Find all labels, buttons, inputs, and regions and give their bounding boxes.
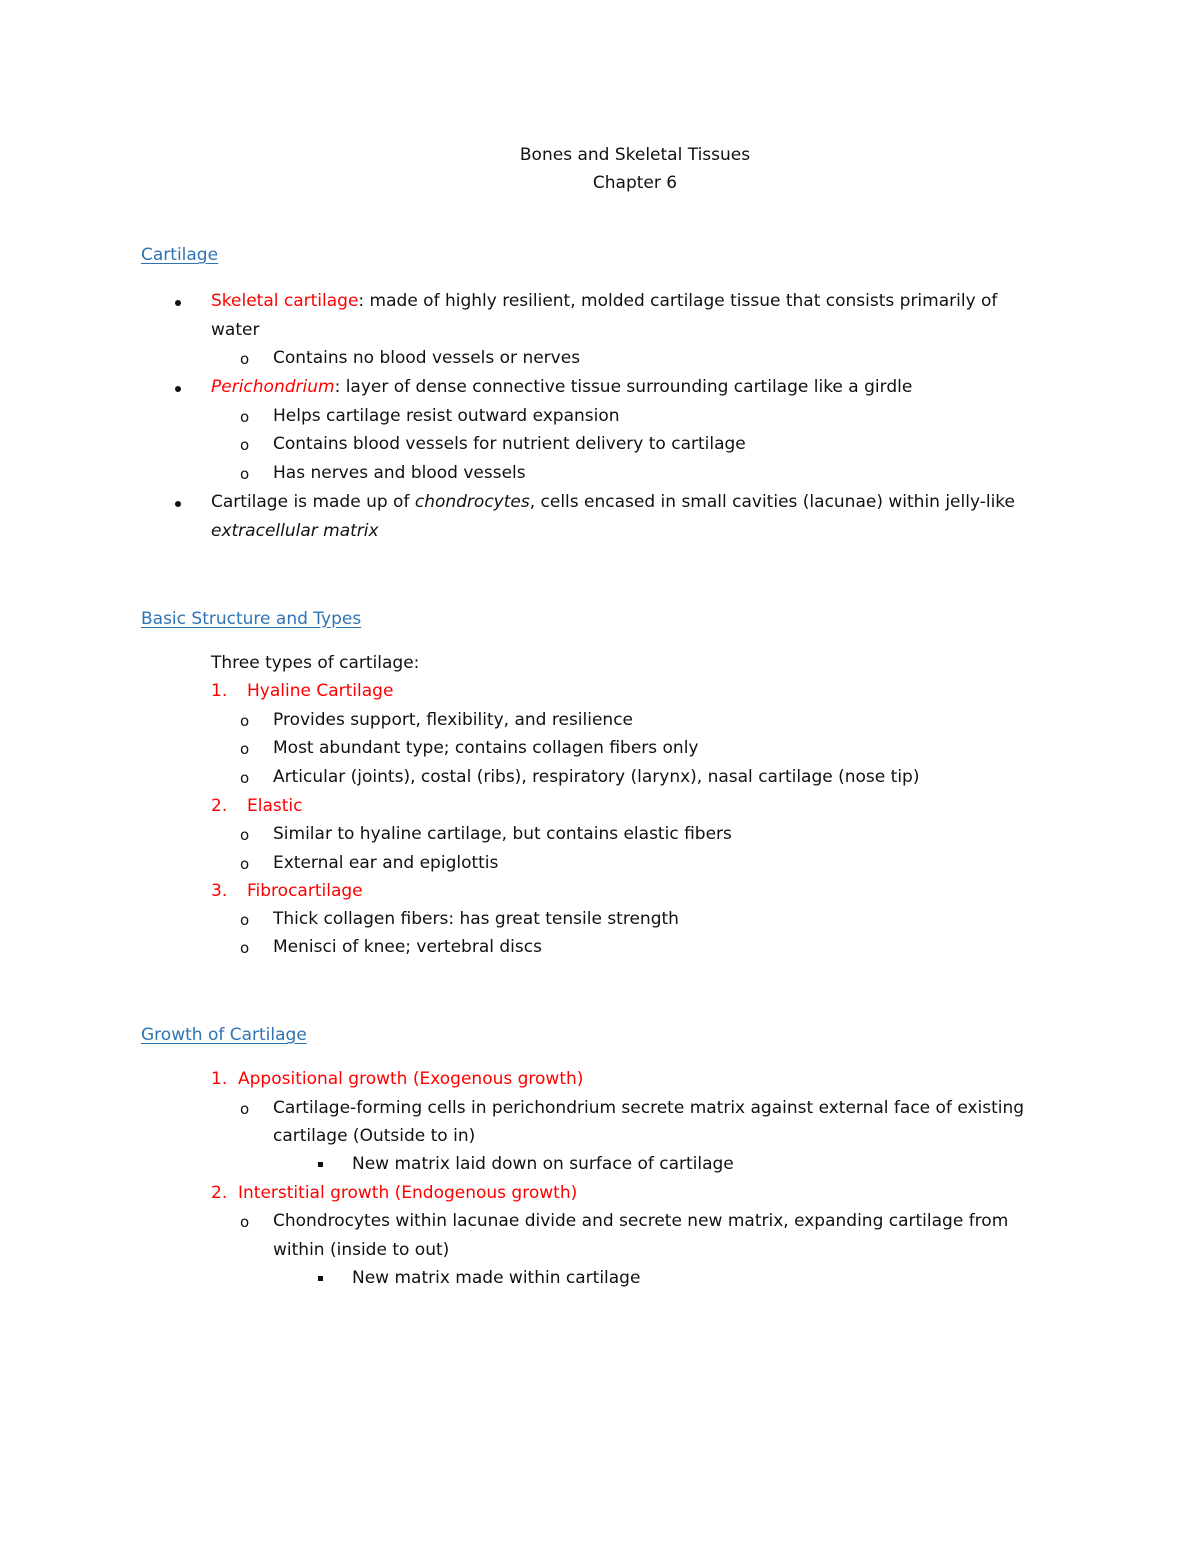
circle-bullet-icon: o [240,826,250,844]
section-heading-growth: Growth of Cartilage [141,1025,307,1045]
circle-bullet-icon: o [240,855,250,873]
sub-bullet: Most abundant type; contains collagen fibers only [273,738,699,758]
sub-bullet: Contains blood vessels for nutrient delivery to cartilage [273,434,746,454]
circle-bullet-icon: o [240,436,250,454]
bullet-skeletal-cartilage: Skeletal cartilage: made of highly resilient, molded cartilage tissue that consists primarily of [211,291,998,311]
sub-bullet-continuation: cartilage (Outside to in) [273,1126,476,1146]
sub-bullet: Thick collagen fibers: has great tensile strength [273,909,679,929]
bullet-icon [175,501,181,507]
bullet-icon [175,386,181,392]
sub-bullet: Helps cartilage resist outward expansion [273,406,620,426]
circle-bullet-icon: o [240,408,250,426]
sub-sub-bullet: New matrix made within cartilage [352,1268,641,1288]
circle-bullet-icon: o [240,712,250,730]
list-number: 3. [211,881,228,901]
document-title: Bones and Skeletal Tissues [519,145,751,165]
type-fibrocartilage: Fibrocartilage [247,881,363,901]
type-elastic: Elastic [247,796,303,816]
circle-bullet-icon: o [240,769,250,787]
sub-bullet: Menisci of knee; vertebral discs [273,937,542,957]
circle-bullet-icon: o [240,911,250,929]
bullet-chondrocytes: Cartilage is made up of chondrocytes, cells encased in small cavities (lacunae) within jelly-like [211,492,1016,512]
growth-interstitial: Interstitial growth (Endogenous growth) [238,1183,578,1203]
sub-sub-bullet: New matrix laid down on surface of cartilage [352,1154,734,1174]
section-heading-cartilage: Cartilage [141,245,219,265]
list-number: 2. [211,796,228,816]
section-heading-types: Basic Structure and Types [141,609,362,629]
circle-bullet-icon: o [240,1100,250,1118]
bullet-continuation: water [211,320,260,340]
sub-bullet: Has nerves and blood vessels [273,463,526,483]
types-intro: Three types of cartilage: [211,653,420,673]
circle-bullet-icon: o [240,939,250,957]
sub-bullet: Chondrocytes within lacunae divide and secrete new matrix, expanding cartilage from [273,1211,1009,1231]
square-bullet-icon [318,1276,323,1281]
document-subtitle: Chapter 6 [592,173,678,193]
sub-bullet: Cartilage-forming cells in perichondrium secrete matrix against external face of existing [273,1098,1025,1118]
term-chondrocytes: chondrocytes [414,492,530,512]
sub-bullet: External ear and epiglottis [273,853,499,873]
circle-bullet-icon: o [240,465,250,483]
square-bullet-icon [318,1162,323,1167]
bullet-icon [175,300,181,306]
bullet-continuation: extracellular matrix [211,521,379,541]
list-number: 1. [211,1069,228,1089]
sub-bullet: Provides support, flexibility, and resilience [273,710,634,730]
list-number: 2. [211,1183,228,1203]
sub-bullet-continuation: within (inside to out) [273,1240,450,1260]
sub-bullet: Similar to hyaline cartilage, but contains elastic fibers [273,824,732,844]
sub-bullet: Articular (joints), costal (ribs), respiratory (larynx), nasal cartilage (nose tip) [273,767,920,787]
circle-bullet-icon: o [240,350,250,368]
list-number: 1. [211,681,228,701]
term-perichondrium: Perichondrium [211,377,335,397]
growth-appositional: Appositional growth (Exogenous growth) [238,1069,584,1089]
sub-bullet: Contains no blood vessels or nerves [273,348,581,368]
bullet-perichondrium: Perichondrium: layer of dense connective tissue surrounding cartilage like a girdle [211,377,913,397]
type-hyaline: Hyaline Cartilage [247,681,394,701]
circle-bullet-icon: o [240,740,250,758]
term-skeletal-cartilage: Skeletal cartilage [211,291,359,311]
circle-bullet-icon: o [240,1213,250,1231]
